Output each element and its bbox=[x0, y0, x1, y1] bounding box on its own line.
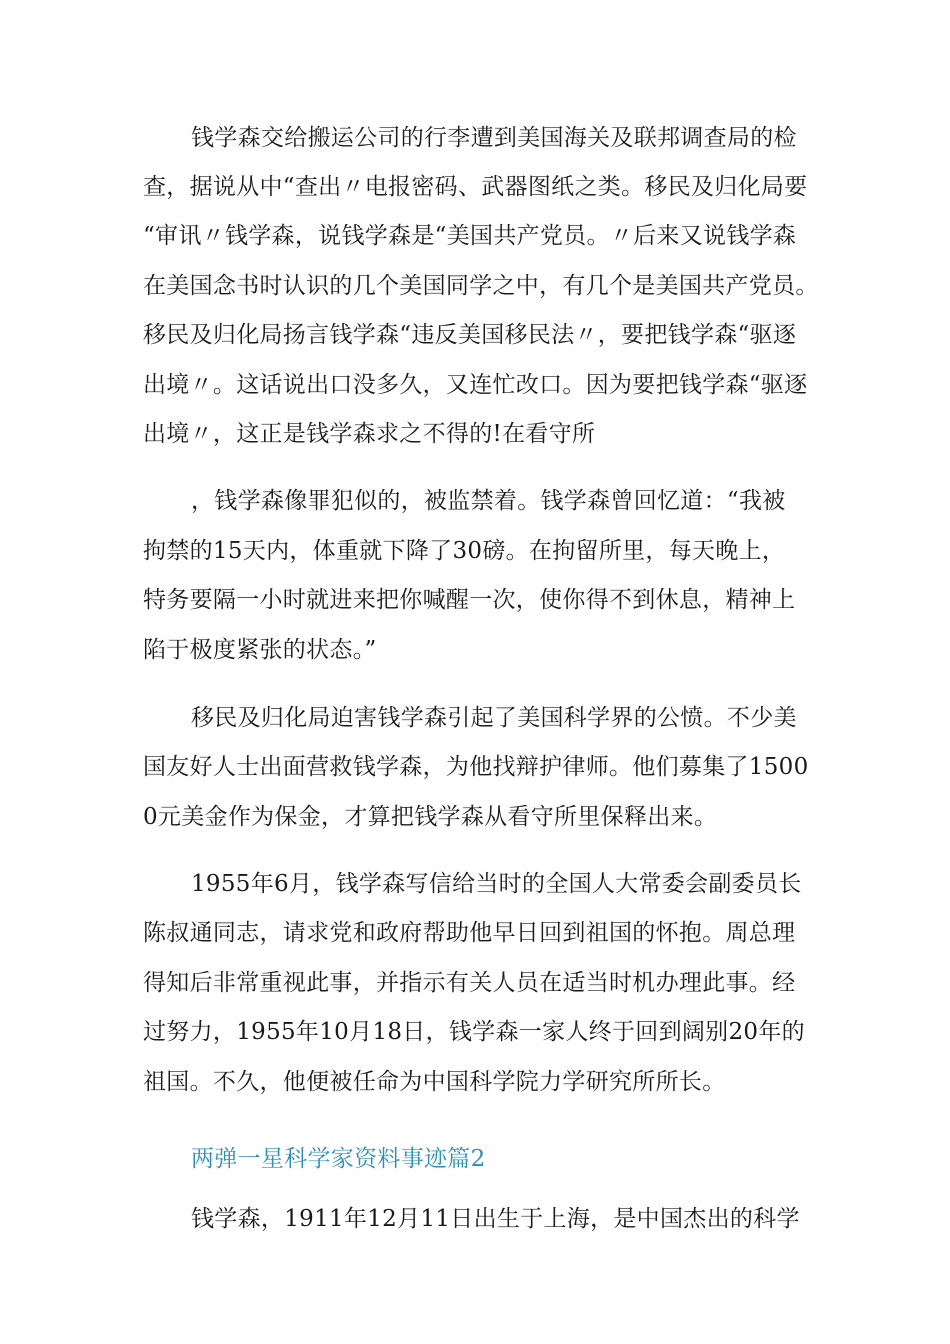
paragraph-line: 出境〃，这正是钱学森求之不得的!在看守所 bbox=[143, 421, 596, 447]
paragraph-line: 查，据说从中“查出〃电报密码、武器图纸之类。移民及归化局要 bbox=[143, 174, 808, 200]
paragraph-line: 国友好人士出面营救钱学森，为他找辩护律师。他们募集了1500 bbox=[143, 754, 809, 780]
paragraph-line: 钱学森交给搬运公司的行李遭到美国海关及联邦调查局的检 bbox=[191, 125, 797, 151]
paragraph-line: 得知后非常重视此事，并指示有关人员在适当时机办理此事。经 bbox=[143, 970, 796, 996]
paragraph-line: 移民及归化局扬言钱学森“违反美国移民法〃，要把钱学森“驱逐 bbox=[143, 322, 797, 348]
paragraph-line: 过努力，1955年10月18日，钱学森一家人终于回到阔别20年的 bbox=[143, 1019, 805, 1045]
paragraph-line: 陷于极度紧张的状态。” bbox=[143, 637, 377, 663]
paragraph-line: 在美国念书时认识的几个美国同学之中，有几个是美国共产党员。 bbox=[143, 273, 819, 299]
paragraph-line: 0元美金作为保金，才算把钱学森从看守所里保释出来。 bbox=[143, 804, 718, 830]
paragraph-line: 1955年6月，钱学森写信给当时的全国人大常委会副委员长 bbox=[191, 871, 802, 897]
paragraph-line: “审讯〃钱学森，说钱学森是“美国共产党员。〃后来又说钱学森 bbox=[143, 223, 797, 249]
paragraph-line: 移民及归化局迫害钱学森引起了美国科学界的公愤。不少美 bbox=[191, 705, 797, 731]
paragraph-line: 钱学森，1911年12月11日出生于上海，是中国杰出的科学 bbox=[191, 1206, 800, 1232]
paragraph-line: 陈叔通同志，请求党和政府帮助他早日回到祖国的怀抱。周总理 bbox=[143, 920, 796, 946]
paragraph-line: ，钱学森像罪犯似的，被监禁着。钱学森曾回忆道：“我被 bbox=[191, 488, 786, 514]
paragraph-line: 拘禁的15天内，体重就下降了30磅。在拘留所里，每天晚上， bbox=[143, 538, 786, 564]
paragraph-line: 祖国。不久，他便被任命为中国科学院力学研究所所长。 bbox=[143, 1069, 726, 1095]
section-heading[interactable]: 两弹一星科学家资料事迹篇2 bbox=[191, 1146, 486, 1172]
paragraph-line: 特务要隔一小时就进来把你喊醒一次，使你得不到休息，精神上 bbox=[143, 587, 796, 613]
paragraph-line: 出境〃。这话说出口没多久，又连忙改口。因为要把钱学森“驱逐 bbox=[143, 372, 808, 398]
